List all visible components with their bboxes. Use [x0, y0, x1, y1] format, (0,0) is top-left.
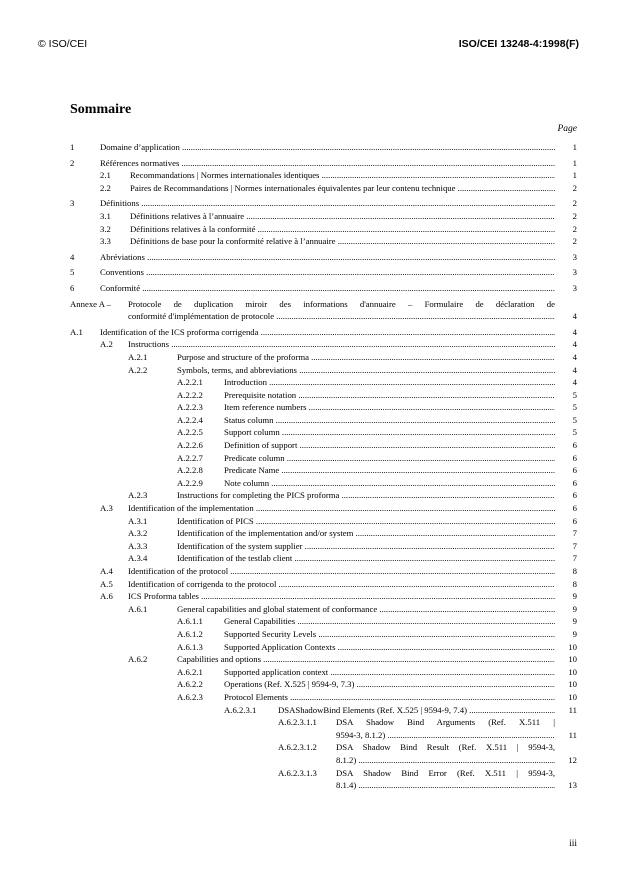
- toc-entry-number: Annexe A –: [70, 298, 112, 309]
- toc-entry-page: 9: [572, 591, 577, 602]
- toc-entry[interactable]: [70, 578, 577, 591]
- toc-entry-title: Predicate column .....: [224, 452, 555, 465]
- toc-entry-page: 2: [572, 236, 577, 247]
- toc-entry-number: 3.3: [100, 236, 111, 247]
- toc-entry-title: Supported Security Levels .....: [224, 628, 555, 641]
- toc-entry-title: Identification of corrigenda to the protocol .....: [128, 578, 555, 591]
- toc-entry[interactable]: [70, 141, 577, 154]
- toc-entry[interactable]: [70, 641, 577, 654]
- toc-entry[interactable]: [70, 716, 577, 741]
- toc-entry-page: 11: [568, 704, 577, 715]
- toc-entry-page: 4: [572, 311, 577, 322]
- toc-entry-title: Symbols, terms, and abbreviations .....: [177, 364, 555, 377]
- toc-entry-page: 3: [572, 267, 577, 278]
- toc-entry-page: 2: [572, 210, 577, 221]
- toc-entry-number: A.6.2: [128, 654, 148, 665]
- toc-entry-page: 4: [572, 339, 577, 350]
- toc-entry-title: Status column .....: [224, 414, 555, 427]
- toc-entry-title: Identification of the system supplier .....: [177, 540, 555, 553]
- toc-entry-title: Support column .....: [224, 426, 555, 439]
- toc-entry-title-line: DSA Shadow Bind Result (Ref. X.511 | 9594-3,: [336, 742, 555, 753]
- toc-entry[interactable]: [70, 590, 577, 603]
- toc-entry-page: 6: [572, 503, 577, 514]
- toc-entry-number: A.6.2.3.1: [224, 704, 257, 715]
- toc-entry-number: A.6.2.1: [177, 666, 203, 677]
- toc-entry-page: 5: [572, 414, 577, 425]
- toc-entry-number: A.6: [100, 591, 113, 602]
- toc-entry-number: A.2.2: [128, 364, 148, 375]
- toc-entry-title: Capabilities and options .....: [177, 653, 555, 666]
- toc-entry-number: A.2.2.6: [177, 440, 203, 451]
- toc-entry-title-line: 8.1.4) .....: [336, 779, 555, 792]
- toc-entry[interactable]: [70, 266, 577, 279]
- toc-entry-page: 9: [572, 616, 577, 627]
- toc-entry-page: 9: [572, 628, 577, 639]
- toc-entry-title: Paires de Recommandations | Normes internationales équivalentes par leur contenu technique .....: [130, 182, 555, 195]
- toc-entry-title: Définitions relatives à la conformité .....: [130, 223, 555, 236]
- toc-entry-page: 10: [568, 654, 577, 665]
- toc-entry-number: A.2.1: [128, 351, 148, 362]
- toc-entry-title-line: 8.1.2) .....: [336, 754, 555, 767]
- toc-entry-title: Item reference numbers .....: [224, 401, 555, 414]
- page-column-label: Page: [557, 124, 577, 134]
- toc-entry-title: Supported application context .....: [224, 666, 555, 679]
- toc-entry-title: Note column .....: [224, 477, 555, 490]
- toc-entry-title-line: conformité d'implémentation de protocole .....: [128, 310, 555, 323]
- toc-entry[interactable]: [70, 338, 577, 351]
- toc-entry-title: Conventions .....: [100, 266, 555, 279]
- toc-entry-title: Identification of PICS .....: [177, 515, 555, 528]
- toc-entry-title: Purpose and structure of the proforma .....: [177, 351, 555, 364]
- toc-entry[interactable]: [70, 223, 577, 236]
- toc-entry-title: Definition of support .....: [224, 439, 555, 452]
- toc-entry[interactable]: [70, 169, 577, 182]
- toc-entry-title: Définitions de base pour la conformité relative à l’annuaire .....: [130, 235, 555, 248]
- toc-entry-number: A.6.1.1: [177, 616, 203, 627]
- toc-entry-number: 3.2: [100, 223, 111, 234]
- toc-entry-number: A.1: [70, 326, 83, 337]
- toc-entry-number: A.6.2.3.1.1: [278, 717, 317, 728]
- header-standard-id: ISO/CEI 13248-4:1998(F): [458, 38, 579, 50]
- toc-entry-number: A.2: [100, 339, 113, 350]
- toc-entry[interactable]: [70, 489, 577, 502]
- toc-entry-number: A.2.2.5: [177, 427, 203, 438]
- toc-entry[interactable]: [70, 414, 577, 427]
- toc-entry[interactable]: [70, 376, 577, 389]
- toc-entry-page: 2: [572, 198, 577, 209]
- toc-entry[interactable]: [70, 235, 577, 248]
- toc-entry-page: 4: [572, 377, 577, 388]
- toc-entry[interactable]: [70, 389, 577, 402]
- toc-entry[interactable]: [70, 767, 577, 792]
- toc-entry-title: Identification of the testlab client .....: [177, 552, 555, 565]
- toc-entry-number: 2: [70, 157, 75, 168]
- toc-entry-number: A.3.3: [128, 540, 148, 551]
- toc-entry-title: Operations (Ref. X.525 | 9594-9, 7.3) .....: [224, 678, 555, 691]
- toc-entry-page: 10: [568, 666, 577, 677]
- toc-entry-page: 1: [572, 170, 577, 181]
- toc-entry-title: Conformité .....: [100, 282, 555, 295]
- toc-entry-number: A.2.2.4: [177, 414, 203, 425]
- toc-entry-page: 10: [568, 679, 577, 690]
- toc-entry-page: 6: [572, 477, 577, 488]
- toc-entry-title: Recommandations | Normes internationales identiques .....: [130, 169, 555, 182]
- toc-entry-page: 10: [568, 641, 577, 652]
- toc-entry-page: 2: [572, 223, 577, 234]
- toc-entry-number: 3: [70, 198, 75, 209]
- toc-entry[interactable]: [70, 565, 577, 578]
- toc-entry-number: A.6.1.3: [177, 641, 203, 652]
- toc-entry-number: A.6.2.2: [177, 679, 203, 690]
- toc-entry-title: Domaine d’application .....: [100, 141, 555, 154]
- toc-entry[interactable]: [70, 452, 577, 465]
- toc-entry-page: 3: [572, 251, 577, 262]
- toc-entry[interactable]: [70, 540, 577, 553]
- toc-entry-page: 6: [572, 452, 577, 463]
- toc-entry-number: 1: [70, 142, 75, 152]
- toc-entry-page: 1: [572, 157, 577, 168]
- toc-entry-title: Predicate Name .....: [224, 464, 555, 477]
- toc-entry[interactable]: [70, 691, 577, 704]
- toc-entry[interactable]: [70, 197, 577, 210]
- toc-entry-title: ICS Proforma tables .....: [128, 590, 555, 603]
- toc-entry-title: Définitions relatives à l’annuaire .....: [130, 210, 555, 223]
- toc-entry[interactable]: [70, 157, 577, 170]
- toc-entry-title: Protocol Elements .....: [224, 691, 555, 704]
- toc-entry[interactable]: [70, 741, 577, 766]
- toc-entry-page: 4: [572, 364, 577, 375]
- toc-entry[interactable]: [70, 210, 577, 223]
- toc-entry-page: 3: [572, 282, 577, 293]
- toc-entry-number: A.6.2.3.1.2: [278, 742, 317, 753]
- toc-entry-title: General Capabilities .....: [224, 615, 555, 628]
- toc-entry-page: 6: [572, 490, 577, 501]
- toc-entry-number: A.3.4: [128, 553, 148, 564]
- toc-entry-page: 12: [568, 754, 577, 765]
- toc-entry-number: A.2.2.3: [177, 402, 203, 413]
- toc-entry[interactable]: [70, 678, 577, 691]
- toc-entry-page: 8: [572, 566, 577, 576]
- toc-entry-number: A.4: [100, 566, 113, 576]
- toc-entry-page: 7: [572, 528, 577, 539]
- toc-entry-title: [336, 716, 555, 741]
- toc-entry[interactable]: [70, 251, 577, 264]
- footer-page-number: iii: [569, 839, 577, 849]
- toc-entry-title: Références normatives .....: [100, 157, 555, 170]
- header-copyright: © ISO/CEI: [38, 38, 88, 50]
- toc-entry-title: [336, 767, 555, 792]
- toc-entry-title: Identification of the implementation and/or system .....: [177, 527, 555, 540]
- toc-entry-annex[interactable]: [70, 298, 577, 323]
- toc-entry-title: Instructions for completing the PICS proforma .....: [177, 489, 555, 502]
- toc-entry-number: 2.1: [100, 170, 111, 181]
- toc-entry-title: [128, 298, 555, 323]
- toc-entry[interactable]: [70, 182, 577, 195]
- toc-entry-page: 7: [572, 540, 577, 551]
- toc-entry[interactable]: [70, 282, 577, 295]
- toc-entry-title: Introduction .....: [224, 376, 555, 389]
- toc-entry-number: A.6.2.3.1.3: [278, 767, 317, 778]
- toc-entry-page: 11: [568, 729, 577, 740]
- toc-entry-page: 2: [572, 182, 577, 193]
- toc-entry[interactable]: [70, 515, 577, 528]
- toc-entry-page: 7: [572, 553, 577, 564]
- toc-entry-page: 6: [572, 465, 577, 476]
- toc-entry-title-line: DSA Shadow Bind Error (Ref. X.511 | 9594-3,: [336, 767, 555, 778]
- toc-entry-number: A.2.2.7: [177, 452, 203, 463]
- toc-entry-title: General capabilities and global statement of conformance .....: [177, 603, 555, 616]
- toc-entry-title: Identification of the implementation .....: [128, 502, 555, 515]
- toc-entry-number: A.2.3: [128, 490, 148, 501]
- toc-entry-page: 10: [568, 691, 577, 702]
- toc-entry-number: A.2.2.1: [177, 377, 203, 388]
- toc-entry[interactable]: [70, 653, 577, 666]
- toc-entry[interactable]: [70, 477, 577, 490]
- toc-entry-title: Instructions .....: [128, 338, 555, 351]
- toc-entry-title: DSAShadowBind Elements (Ref. X.525 | 9594-9, 7.4) .....: [278, 704, 555, 717]
- toc-entry-title: Identification of the ICS proforma corrigenda .....: [100, 326, 555, 339]
- toc-entry-number: 6: [70, 282, 75, 293]
- toc-entry[interactable]: [70, 364, 577, 377]
- toc-entry[interactable]: [70, 464, 577, 477]
- toc-entry-number: A.3.2: [128, 528, 148, 539]
- toc-entry-title: Abréviations .....: [100, 251, 555, 264]
- toc-entry-number: A.6.2.3: [177, 691, 203, 702]
- toc-entry-number: A.5: [100, 578, 113, 589]
- toc-entry-page: 9: [572, 603, 577, 614]
- toc-entry-number: 3.1: [100, 210, 111, 221]
- page-title: Sommaire: [70, 102, 132, 117]
- toc-entry[interactable]: [70, 704, 577, 717]
- toc-entry-title: Définitions .....: [100, 197, 555, 210]
- toc-entry-number: A.3: [100, 503, 113, 514]
- toc-entry-title-line: Protocole de duplication miroir des informations d'annuaire – Formulaire de déclaration de: [128, 298, 555, 309]
- toc-entry-number: A.6.1.2: [177, 628, 203, 639]
- toc-entry[interactable]: [70, 401, 577, 414]
- toc-entry[interactable]: [70, 666, 577, 679]
- toc-entry-number: 4: [70, 251, 75, 262]
- toc-entry-number: A.2.2.8: [177, 465, 203, 476]
- toc-entry-title: Supported Application Contexts .....: [224, 641, 555, 654]
- toc-entry-page: 6: [572, 515, 577, 526]
- toc-entry[interactable]: [70, 439, 577, 452]
- toc-entry-page: 13: [568, 780, 577, 791]
- toc-entry-page: 6: [572, 440, 577, 451]
- toc-entry-page: 4: [572, 351, 577, 362]
- toc-entry[interactable]: [70, 603, 577, 616]
- toc-entry-page: 5: [572, 427, 577, 438]
- toc-entry-number: 2.2: [100, 182, 111, 193]
- toc-entry-title-line: 9594-3, 8.1.2) .....: [336, 729, 555, 742]
- toc-entry[interactable]: [70, 426, 577, 439]
- toc-entry[interactable]: [70, 527, 577, 540]
- toc-entry[interactable]: [70, 628, 577, 641]
- toc-entry-number: A.2.2.9: [177, 477, 203, 488]
- table-of-contents: [70, 141, 577, 792]
- toc-entry[interactable]: [70, 326, 577, 339]
- toc-entry-title: Prerequisite notation .....: [224, 389, 555, 402]
- toc-entry-title: Identification of the protocol .....: [128, 565, 555, 578]
- toc-entry-title: [336, 741, 555, 766]
- toc-entry-page: 1: [572, 142, 577, 152]
- toc-entry[interactable]: [70, 351, 577, 364]
- toc-entry[interactable]: [70, 552, 577, 565]
- toc-entry-title-line: DSA Shadow Bind Arguments (Ref. X.511 |: [336, 717, 555, 728]
- toc-entry-page: 4: [572, 326, 577, 337]
- toc-entry-number: A.2.2.2: [177, 389, 203, 400]
- toc-entry-page: 5: [572, 402, 577, 413]
- toc-entry-number: 5: [70, 267, 75, 278]
- toc-entry[interactable]: [70, 615, 577, 628]
- toc-entry-number: A.6.1: [128, 603, 148, 614]
- toc-entry-page: 8: [572, 578, 577, 589]
- toc-entry[interactable]: [70, 502, 577, 515]
- toc-entry-number: A.3.1: [128, 515, 148, 526]
- toc-entry-page: 5: [572, 389, 577, 400]
